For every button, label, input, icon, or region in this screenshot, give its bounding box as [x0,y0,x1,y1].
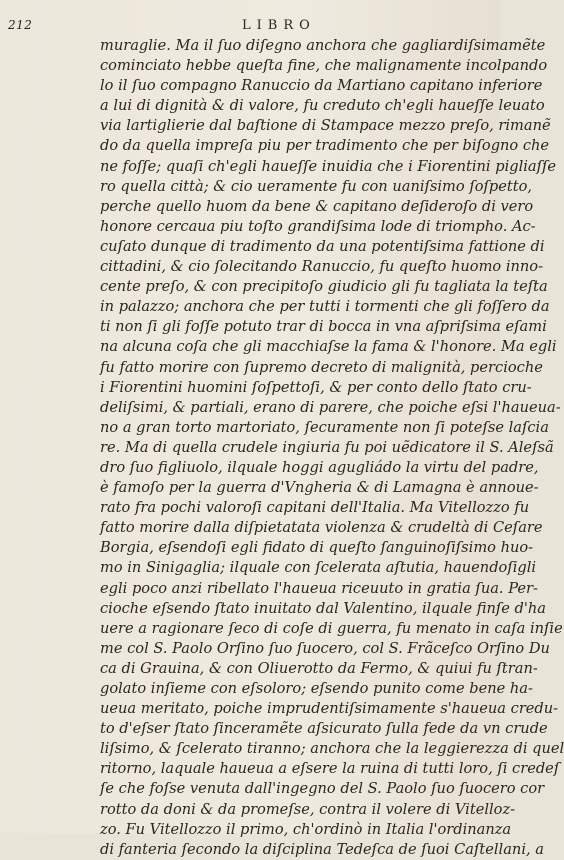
text-line: fatto morire dalla diſpietatata violenza & crudeltà di Ceſare [100,519,543,537]
body-text [100,36,564,860]
text-line: deliſsimi, & partiali, erano di parere, che poiche eſsi l'haueua- [100,398,561,416]
text-line: cominciato hebbe queſta fine, che malignamente incolpando [100,57,548,75]
text-line: perche quello huom da bene & capitano deſideroſo di vero [100,197,534,215]
text-line: egli poco anzi ribellato l'haueua riceuuto in gratia ſua. Per- [100,579,538,597]
text-line: cittadini, & cio ſolecitando Ranuccio, fu queſto huomo inno- [100,258,544,276]
text-line: in palazzo; anchora che per tutti i tormenti che gli foſſero da [100,298,550,316]
text-line: ſe che foſse venuta dall'ingegno del S. Paolo ſuo ſuocero cor [100,780,545,798]
text-line: lo il ſuo compagno Ranuccio da Martiano capitano inferiore [100,77,543,95]
text-line: rato fra pochi valoroſi capitani dell'Italia. Ma Vitellozzo fu [100,499,530,517]
text-line: fu fatto morire con ſupremo decreto di malignità, percioche [100,358,543,376]
page-number: 212 [8,18,33,32]
text-line: via lartiglierie dal baſtione di Stampace mezzo preſo, rimanẽ [100,117,551,135]
text-line: zo. Fu Vitellozzo il primo, ch'ordinò in Italia l'ordinanza [100,820,512,838]
text-line: re. Ma di quella crudele ingiuria fu poi uẽdicatore il S. Aleſsã [100,438,554,456]
text-line: cioche eſsendo ſtato inuitato dal Valentino, ilquale finſe d'ha [100,599,546,617]
text-line: ueua meritato, poiche imprudentiſsimamente s'haueua credu- [100,700,559,718]
text-line: liſsimo, & ſcelerato tiranno; anchora che la leggierezza di quel [100,740,564,758]
text-line: cuſato dunque di tradimento da una potentiſsima fattione di [100,237,545,255]
text-line: do da quella impreſa piu per tradimento che per biſogno che [100,137,550,155]
text-line: i Fiorentini huomini ſoſpettoſi, & per conto dello ſtato cru- [100,378,532,396]
text-line: muraglie. Ma il ſuo diſegno anchora che gagliardiſsimamẽte [100,37,546,54]
text-line: to d'eſser ſtato ſinceramẽte aſsicurato ſulla fede da vn crude [100,720,548,738]
text-line: ti non ſi gli foſſe potuto trar di bocca in vna aſpriſsima eſami [100,318,547,336]
text-line: cente preſo, & con precipitoſo giudicio gli fu tagliata la teſta [100,278,548,296]
text-line: mo in Sinigaglia; ilquale con ſcelerata aſtutia, hauendoſigli [100,559,537,577]
text-line: ro quella città; & cio ueramente fu con uaniſsimo ſoſpetto, [100,177,533,195]
text-line: rotto da doni & da promeſse, contra il volere di Vitelloz- [100,800,516,818]
running-head: LIBRO [242,18,316,33]
text-line: ne foſſe; quaſi ch'egli haueſſe inuidia che i Fiorentini pigliaſſe [100,157,557,175]
text-line: di fanteria ſecondo la diſciplina Tedeſca de ſuoi Caſtellani, a [100,840,544,858]
text-line: golato inſieme con eſsoloro; eſsendo punito come bene ha- [100,680,533,697]
text-line: na alcuna coſa che gli macchiaſse la fama & l'honore. Ma egli [100,338,557,356]
text-line: no a gran torto martoriato, ſecuramente non ſi poteſse laſcia [100,418,549,436]
text-line: ca di Grauina, & con Oliuerotto da Fermo, & quiui fu ſtran- [100,659,538,677]
text-line: honore cercaua piu toſto grandiſsima lode di triompho. Ac- [100,217,536,235]
text-line: ritorno, laquale haueua a eſsere la ruina di tutti loro, ſi credeſ [100,760,560,778]
text-line: a lui di dignità & di valore, fu creduto ch'egli haueſſe leuato [100,97,545,115]
text-line: me col S. Paolo Orſino ſuo ſuocero, col S. Frãceſco Orſino Du [100,639,550,657]
text-line: uere a ragionare ſeco di coſe di guerra, fu menato in caſa inſie [100,619,563,637]
page-header [0,12,500,34]
text-line: Borgia, eſsendoſi egli fidato di queſto ſanguinoſiſsimo huo- [100,539,534,557]
text-line: dro ſuo figliuolo, ilquale hoggi agugliádo la virtu del padre, [100,458,539,476]
text-line: è famoſo per la guerra d'Vngheria & di Lamagna è annoue- [100,479,539,497]
